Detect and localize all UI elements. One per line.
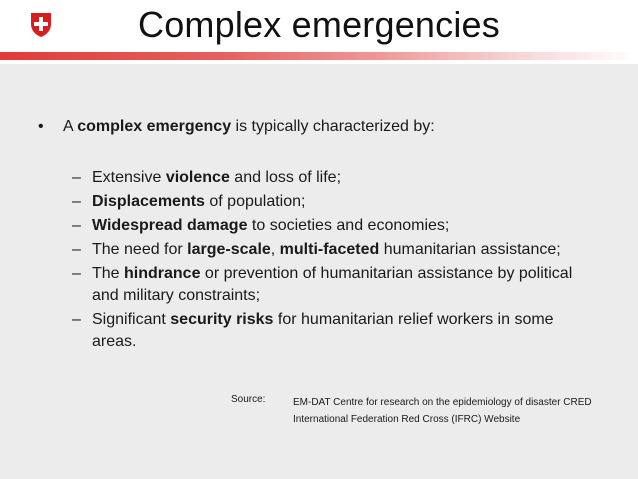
source-line: International Federation Red Cross (IFRC) Website	[293, 414, 521, 425]
dash-marker: –	[72, 311, 81, 328]
dash-marker: –	[72, 193, 81, 210]
text-run: humanitarian assistance;	[379, 241, 561, 258]
bold-term: Displacements	[92, 193, 205, 210]
text-run: to societies and economies;	[247, 217, 450, 234]
list-item-text	[92, 263, 592, 307]
list-item-text	[92, 239, 592, 261]
text-run: The need for	[92, 241, 188, 258]
source-references	[293, 394, 592, 428]
list-item	[72, 167, 592, 189]
text-run: Significant	[92, 311, 171, 328]
list-item-text	[92, 215, 592, 237]
accent-bar	[0, 52, 638, 60]
intro-bullet	[38, 117, 435, 137]
source-line: EM-DAT Centre for research on the epidemiology of disaster CRED	[293, 397, 592, 408]
slide-body	[0, 64, 638, 479]
list-item-text	[92, 309, 592, 353]
list-item	[72, 215, 592, 237]
slide-title: Complex emergencies	[138, 4, 500, 45]
dash-marker: –	[72, 217, 81, 234]
bold-term: large-scale	[187, 241, 271, 258]
text-run: or prevention of humanitarian assistance by political and military constraints;	[92, 265, 573, 304]
bold-term: Widespread damage	[92, 217, 248, 234]
bold-term: violence	[165, 169, 230, 186]
list-item	[72, 191, 592, 213]
bold-term: hindrance	[124, 265, 201, 282]
dash-marker: –	[72, 241, 81, 258]
text-run: for humanitarian relief workers in some areas.	[92, 311, 554, 350]
intro-text: A complex emergency is typically characterized by:	[63, 118, 435, 135]
bold-term: security risks	[170, 311, 274, 328]
intro-bold-term: complex emergency	[77, 118, 232, 135]
slide-header	[0, 0, 638, 64]
list-item	[72, 263, 592, 307]
list-item	[72, 309, 592, 353]
text-run: Extensive	[92, 169, 166, 186]
list-item-text	[92, 191, 592, 213]
list-item-text	[92, 167, 592, 189]
bold-term: multi-faceted	[279, 241, 380, 258]
dash-marker: –	[72, 265, 81, 282]
list-item	[72, 239, 592, 261]
characteristics-list	[72, 167, 592, 355]
text-run: and loss of life;	[229, 169, 342, 186]
source-label: Source:	[231, 394, 266, 405]
text-run: ,	[270, 241, 280, 258]
dash-marker: –	[72, 169, 81, 186]
bullet-marker: •	[38, 118, 44, 135]
text-run: The	[92, 265, 125, 282]
text-run: of population;	[204, 193, 306, 210]
